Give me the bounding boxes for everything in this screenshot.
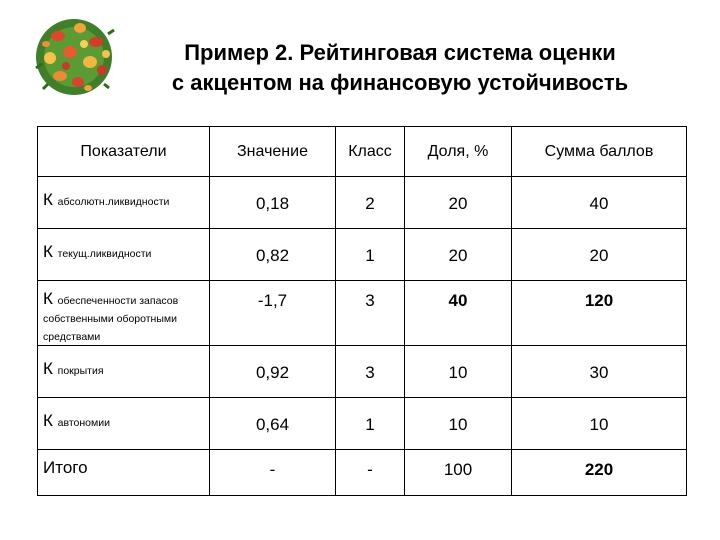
row-label: К абсолютн.ликвидности	[38, 177, 210, 229]
row-label: К обеспеченности запасов собственными оборотными средствами	[38, 281, 210, 346]
cell-score: 10	[512, 398, 687, 450]
row-label: К текущ.ликвидности	[38, 229, 210, 281]
cell-value: 0,82	[210, 229, 336, 281]
header-share: Доля, %	[405, 127, 512, 177]
page-title	[120, 38, 680, 98]
cell-class: -	[336, 450, 405, 496]
row-label: Итого	[38, 450, 210, 496]
cell-class: 3	[336, 281, 405, 346]
table-row	[38, 281, 687, 346]
table-row	[38, 177, 687, 229]
cell-value: 0,92	[210, 346, 336, 398]
header-value: Значение	[210, 127, 336, 177]
cell-value: 0,18	[210, 177, 336, 229]
rating-table	[37, 126, 687, 496]
cell-value: -	[210, 450, 336, 496]
cell-class: 1	[336, 229, 405, 281]
cell-share: 40	[405, 281, 512, 346]
cell-class: 2	[336, 177, 405, 229]
cell-share: 100	[405, 450, 512, 496]
cell-score: 120	[512, 281, 687, 346]
cell-share: 20	[405, 229, 512, 281]
cell-score: 30	[512, 346, 687, 398]
row-label: К автономии	[38, 398, 210, 450]
cell-score: 40	[512, 177, 687, 229]
table-row	[38, 229, 687, 281]
title-line-1: Пример 2. Рейтинговая система оценки	[184, 40, 616, 65]
cell-share: 10	[405, 346, 512, 398]
header-class: Класс	[336, 127, 405, 177]
cell-share: 10	[405, 398, 512, 450]
cell-class: 3	[336, 346, 405, 398]
table-row	[38, 398, 687, 450]
cell-value: -1,7	[210, 281, 336, 346]
cell-score: 220	[512, 450, 687, 496]
cell-score: 20	[512, 229, 687, 281]
cell-class: 1	[336, 398, 405, 450]
table-row-total	[38, 450, 687, 496]
table-header-row	[38, 127, 687, 177]
header-indicator: Показатели	[38, 127, 210, 177]
row-label: К покрытия	[38, 346, 210, 398]
cell-value: 0,64	[210, 398, 336, 450]
flower-bouquet-icon	[28, 14, 120, 100]
header-score: Сумма баллов	[512, 127, 687, 177]
title-line-2: с акцентом на финансовую устойчивость	[171, 70, 629, 95]
table-row	[38, 346, 687, 398]
cell-share: 20	[405, 177, 512, 229]
